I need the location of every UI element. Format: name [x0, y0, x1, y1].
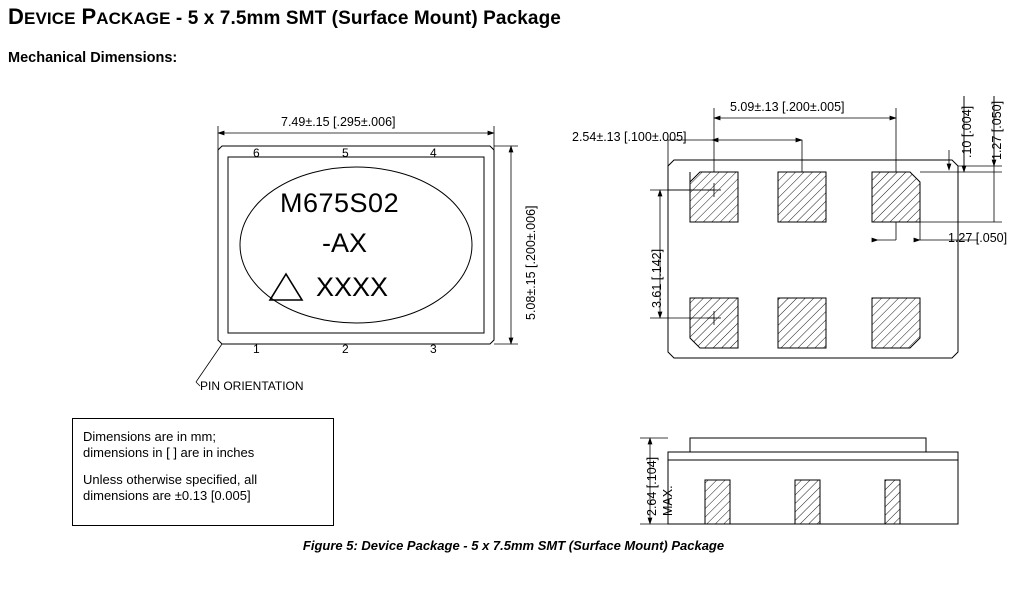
pin-label-4: 4 — [430, 146, 437, 160]
note-line-4: dimensions are ±0.13 [0.005] — [83, 487, 251, 503]
bottom-view-pad-len-dim: 1.27 [.050] — [990, 100, 1004, 160]
bottom-view-pad-width-dim: 1.27 [.050] — [948, 231, 1008, 245]
figure-caption: Figure 5: Device Package - 5 x 7.5mm SMT (Surface Mount) Package — [302, 538, 725, 553]
note-line-1: Dimensions are in mm; — [83, 429, 216, 444]
pin-label-1: 1 — [253, 342, 260, 356]
note-paragraph-1 — [83, 429, 323, 462]
note-paragraph-2 — [83, 472, 323, 505]
pin-label-6: 6 — [253, 146, 260, 160]
marking-line-3: XXXX — [316, 272, 389, 302]
note-line-3: Unless otherwise specified, all — [83, 471, 258, 487]
bottom-view-pad-y-dim: 3.61 [.142] — [650, 248, 664, 308]
bottom-view-pad-pitch-dim: 5.09±.13 [.200±.005] — [730, 100, 845, 114]
top-view-width-dim: 7.49±.15 [.295±.006] — [281, 115, 396, 129]
pin-orientation-label: PIN ORIENTATION — [200, 379, 304, 393]
page-title-text: DEVICE PACKAGE - 5 x 7.5mm SMT (Surface Mount) Package — [8, 4, 561, 29]
bottom-view-group — [650, 96, 1002, 358]
bottom-view-pad-x-dim: 2.54±.13 [.100±.005] — [572, 130, 687, 144]
side-view-group — [640, 438, 958, 524]
pin-label-2: 2 — [342, 342, 349, 356]
pin-label-5: 5 — [342, 146, 349, 160]
marking-line-2: -AX — [322, 228, 368, 258]
note-line-2: dimensions in [ ] are in inches — [83, 445, 255, 461]
top-view-height-dim: 5.08±.15 [.200±.006] — [524, 205, 538, 320]
bottom-view-pad-gap-dim: .10 [.004] — [960, 105, 974, 158]
notes-box — [72, 418, 334, 526]
section-subtitle: Mechanical Dimensions: — [8, 50, 178, 66]
marking-line-1: M675S02 — [280, 188, 400, 218]
marking-triangle-icon — [268, 272, 302, 300]
side-view-height-dim: 2.64 [.104] — [645, 456, 659, 516]
pin-label-3: 3 — [430, 342, 437, 356]
side-view-height-note: MAX. — [661, 485, 675, 516]
